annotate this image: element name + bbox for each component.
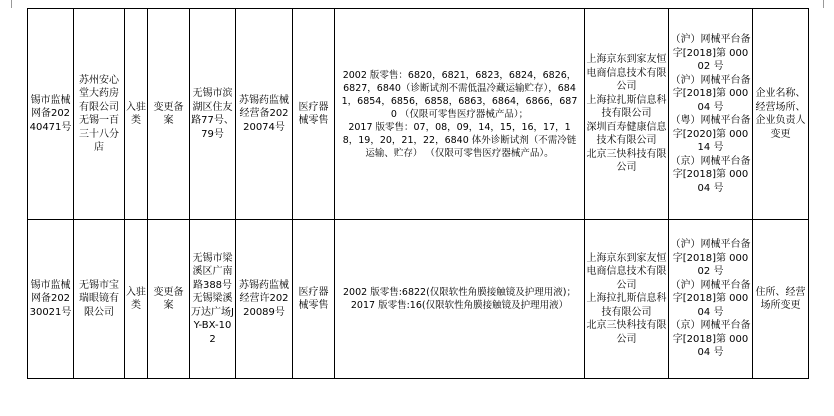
address-cell — [190, 220, 236, 379]
platform-filing-number: （京）网械平台备字[2018]第 00004 号 — [670, 320, 751, 359]
reg-number-cell — [28, 220, 74, 379]
platform-name: 深圳百寿健康信息技术有限公司 — [586, 121, 667, 147]
table-row — [28, 220, 809, 379]
license-number: 苏锡药监械经营备20220074号 — [239, 94, 289, 133]
platform-filing-cell — [669, 220, 753, 379]
change-type: 变更备案 — [153, 101, 184, 126]
license-number: 苏锡药监械经营许20220089号 — [239, 279, 289, 318]
reg-number: 锡市监械网备20230021号 — [29, 279, 72, 318]
platform-filing-cell — [669, 9, 753, 220]
platform-filing-number: （沪）网械平台备字[2018]第 00002 号 — [670, 34, 751, 72]
scope-cell — [335, 220, 585, 379]
address: 无锡市滨湖区住友路77号、79号 — [191, 88, 234, 140]
company-name: 无锡市宝瑞眼镜有限公司 — [79, 279, 119, 318]
remark-cell — [753, 9, 809, 220]
type-cell — [125, 220, 148, 379]
platform-name: 上海京东到家友恒电商信息技术有限公司 — [586, 54, 667, 93]
reg-number: 锡市监械网备20240471号 — [29, 94, 72, 133]
margin-marker-right — [823, 0, 824, 8]
platform-filing-number: （粤）网械平台备字[2020]第 00014 号 — [670, 115, 751, 153]
address: 无锡市梁溪区广南路388号无锡梁溪万达广场JY-BX-102 — [191, 252, 234, 345]
platform-name: 上海京东到家友恒电商信息技术有限公司 — [586, 252, 667, 291]
platform-name: 上海拉扎斯信息科技有限公司 — [586, 293, 667, 318]
platform-filing-number: （沪）网械平台备字[2018]第 00004 号 — [670, 279, 751, 318]
license-cell — [236, 220, 293, 379]
company-cell — [74, 9, 125, 220]
change-cell — [148, 220, 190, 379]
platform-name: 上海拉扎斯信息科技有限公司 — [586, 94, 667, 120]
margin-marker-left — [11, 0, 12, 8]
platform-filing-number: （京）网械平台备字[2018]第 00004 号 — [670, 155, 751, 194]
platform-name: 北京三快科技有限公司 — [586, 320, 667, 345]
platform-cell — [585, 9, 669, 220]
scope-2017: 2017 版零售:16(仅限软性角膜接触镜及护理用液） — [350, 300, 569, 311]
company-name: 苏州安心堂大药房有限公司无锡一百三十八分店 — [79, 74, 119, 153]
change-cell — [148, 9, 190, 220]
business-category: 医疗器械零售 — [298, 101, 329, 126]
entry-type: 入驻类 — [126, 101, 146, 126]
scope-2002: 2002 版零售：6820，6821，6823，6824，6826，6827，6840（诊断试剂不需低温冷藏运输贮存），6841，6854，6856，6858，6863，6864，6866，6870 （仅限可零售医疗器械产品）； — [341, 69, 578, 120]
change-remark: 住所、经营场所变更 — [755, 286, 806, 311]
platform-filing-number: （沪）网械平台备字[2018]第 00004 号 — [670, 74, 751, 113]
reg-number-cell — [28, 9, 74, 220]
company-cell — [74, 220, 125, 379]
platform-name: 北京三快科技有限公司 — [586, 148, 667, 174]
change-remark: 企业名称、经营场所、企业负责人变更 — [755, 88, 806, 140]
remark-cell — [753, 220, 809, 379]
scope-2002: 2002 版零售:6822(仅限软性角膜接触镜及护理用液)； — [343, 287, 576, 298]
scope-2017: 2017 版零售：07，08，09，14，15，16，17，18，19，20，21，22，6840 体外诊断试剂（不需冷链运输、贮存） （仅限可零售医疗器械产品）。 — [342, 121, 577, 159]
address-cell — [190, 9, 236, 220]
category-cell — [293, 9, 335, 220]
category-cell — [293, 220, 335, 379]
change-type: 变更备案 — [153, 286, 184, 311]
entry-type: 入驻类 — [126, 286, 146, 311]
business-category: 医疗器械零售 — [298, 286, 329, 311]
license-cell — [236, 9, 293, 220]
registration-table — [27, 8, 809, 379]
table-row — [28, 9, 809, 220]
type-cell — [125, 9, 148, 220]
platform-cell — [585, 220, 669, 379]
scope-cell — [335, 9, 585, 220]
platform-filing-number: （沪）网械平台备字[2018]第 00002 号 — [670, 239, 751, 278]
